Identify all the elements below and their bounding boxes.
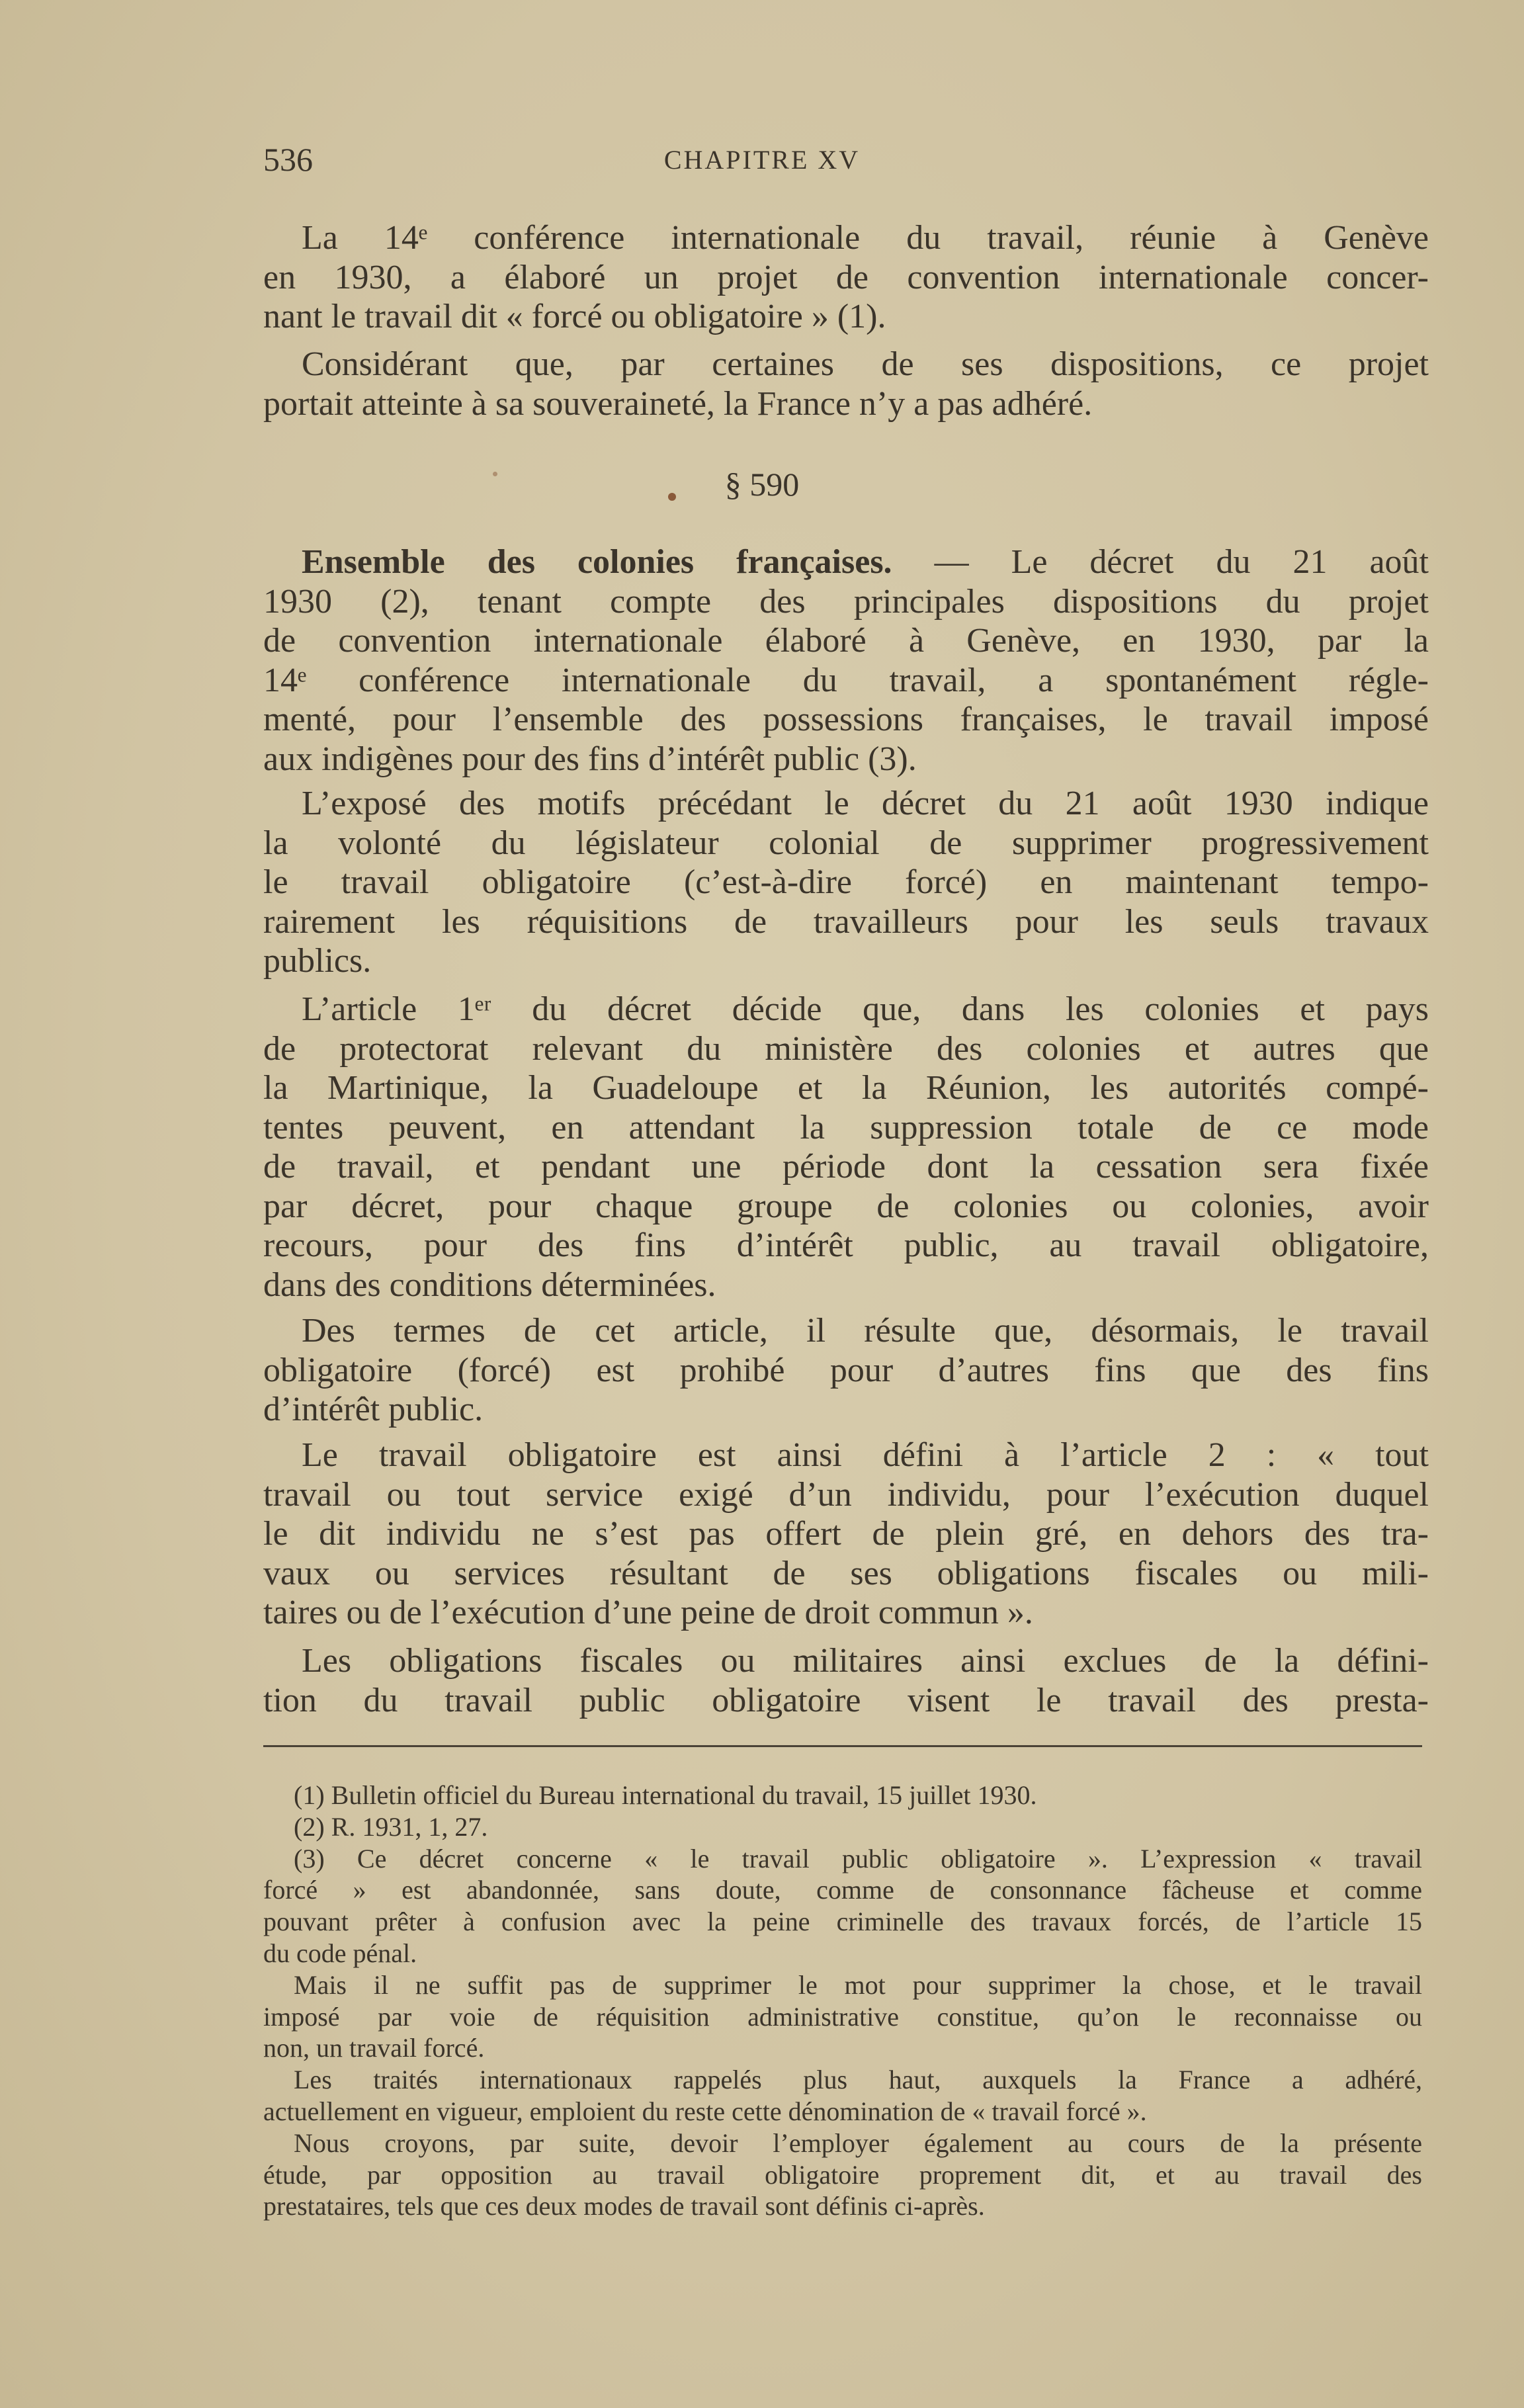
text-line: de protectorat relevant du ministère des colonies et autres que	[263, 1029, 1429, 1068]
footnote-line: pouvant prêter à confusion avec la peine criminelle des travaux forcés, de l’article 15	[263, 1907, 1422, 1937]
text-line: recours, pour des fins d’intérêt public, au travail obligatoire,	[263, 1226, 1429, 1264]
text-line: nant le travail dit « forcé ou obligatoire » (1).	[263, 298, 886, 335]
text-line: taires ou de l’exécution d’une peine de droit commun ».	[263, 1594, 1033, 1631]
footnote-line: (3) Ce décret concerne « le travail public obligatoire ». L’expression « travail	[294, 1843, 1422, 1873]
text-line: La 14ᵉ conférence internationale du travail, réunie à Genève	[302, 219, 1429, 257]
footnote-line: (2) R. 1931, 1, 27.	[294, 1811, 488, 1842]
text-line: tion du travail public obligatoire visent le travail des presta-	[263, 1681, 1429, 1719]
footnotes	[263, 1780, 1422, 2222]
paragraph	[263, 542, 1429, 779]
text-line: Considérant que, par certaines de ses dispositions, ce projet	[302, 345, 1429, 383]
footnote-line: Nous croyons, par suite, devoir l’employer également au cours de la présente	[294, 2128, 1422, 2158]
text-line: d’intérêt public.	[263, 1391, 484, 1428]
text-line: le travail obligatoire (c’est-à-dire forcé) en maintenant tempo-	[263, 863, 1429, 901]
paragraph	[263, 784, 1429, 981]
footnote-line: non, un travail forcé.	[263, 2033, 485, 2063]
text-line: portait atteinte à sa souveraineté, la France n’y a pas adhéré.	[263, 384, 1093, 423]
paper-speck	[668, 493, 676, 501]
text-line	[263, 542, 1429, 582]
footnote-divider	[263, 1745, 1422, 1747]
text-line: de travail, et pendant une période dont la cessation sera fixée	[263, 1148, 1429, 1185]
text-line: la Martinique, la Guadeloupe et la Réunion, les autorités compé-	[263, 1069, 1429, 1107]
footnote-line: étude, par opposition au travail obligatoire proprement dit, et au travail des	[263, 2159, 1422, 2190]
text-line: le dit individu ne s’est pas offert de plein gré, en dehors des tra-	[263, 1515, 1429, 1553]
text-line: Le travail obligatoire est ainsi défini à l’article 2 : « tout	[302, 1436, 1429, 1474]
footnote-line: imposé par voie de réquisition administrative constitue, qu’on le reconnaisse ou	[263, 2001, 1422, 2032]
section-lead: Ensemble des colonies françaises.	[302, 543, 892, 581]
text-run: — Le décret du 21 août	[892, 543, 1429, 581]
footnote-line: du code pénal.	[263, 1938, 417, 1968]
text-line: publics.	[263, 942, 372, 980]
text-line: la volonté du législateur colonial de supprimer progressivement	[263, 824, 1429, 862]
text-line: Les obligations fiscales ou militaires ainsi exclues de la défini-	[302, 1642, 1429, 1680]
text-line: L’article 1ᵉʳ du décret décide que, dans les colonies et pays	[302, 990, 1429, 1028]
text-line: L’exposé des motifs précédant le décret du 21 août 1930 indique	[302, 785, 1429, 822]
paper-speck	[493, 472, 497, 476]
text-line: Des termes de cet article, il résulte que, désormais, le travail	[302, 1312, 1429, 1350]
footnote-line: forcé » est abandonnée, sans doute, comme de consonnance fâcheuse et comme	[263, 1875, 1422, 1905]
footnote-line: Les traités internationaux rappelés plus haut, auxquels la France a adhéré,	[294, 2065, 1422, 2095]
page-number: 536	[263, 141, 313, 178]
paragraph	[263, 345, 1429, 423]
paragraph	[263, 990, 1429, 1305]
text-line: menté, pour l’ensemble des possessions françaises, le travail imposé	[263, 701, 1429, 738]
text-line: vaux ou services résultant de ses obligations fiscales ou mili-	[263, 1554, 1429, 1592]
text-line: rairement les réquisitions de travailleurs pour les seuls travaux	[263, 902, 1429, 941]
section-heading: § 590	[724, 466, 800, 503]
text-line: tentes peuvent, en attendant la suppression totale de ce mode	[263, 1108, 1429, 1146]
text-line: en 1930, a élaboré un projet de convention internationale concer-	[263, 258, 1429, 296]
paragraph	[263, 1311, 1429, 1430]
text-line: dans des conditions déterminées.	[263, 1266, 716, 1304]
text-line: aux indigènes pour des fins d’intérêt public (3).	[263, 740, 917, 778]
footnote-line: prestataires, tels que ces deux modes de travail sont définis ci-après.	[263, 2191, 985, 2221]
text-line: travail ou tout service exigé d’un individu, pour l’exécution duquel	[263, 1475, 1429, 1514]
running-title: CHAPITRE XV	[663, 145, 861, 175]
paragraph	[263, 1641, 1429, 1720]
footnote-line: Mais il ne suffit pas de supprimer le mot pour supprimer la chose, et le travail	[294, 1969, 1422, 2000]
text-line: de convention internationale élaboré à Genève, en 1930, par la	[263, 622, 1429, 660]
paragraph	[263, 218, 1429, 337]
paragraph	[263, 1436, 1429, 1633]
footnote-line: actuellement en vigueur, emploient du reste cette dénomination de « travail forcé ».	[263, 2096, 1147, 2126]
text-line: par décret, pour chaque groupe de colonies ou colonies, avoir	[263, 1187, 1429, 1225]
footnote-line: (1) Bulletin officiel du Bureau international du travail, 15 juillet 1930.	[294, 1780, 1037, 1810]
text-line: 1930 (2), tenant compte des principales dispositions du projet	[263, 582, 1429, 621]
text-line: 14ᵉ conférence internationale du travail, a spontanément régle-	[263, 661, 1429, 699]
text-line: obligatoire (forcé) est prohibé pour d’autres fins que des fins	[263, 1351, 1429, 1389]
